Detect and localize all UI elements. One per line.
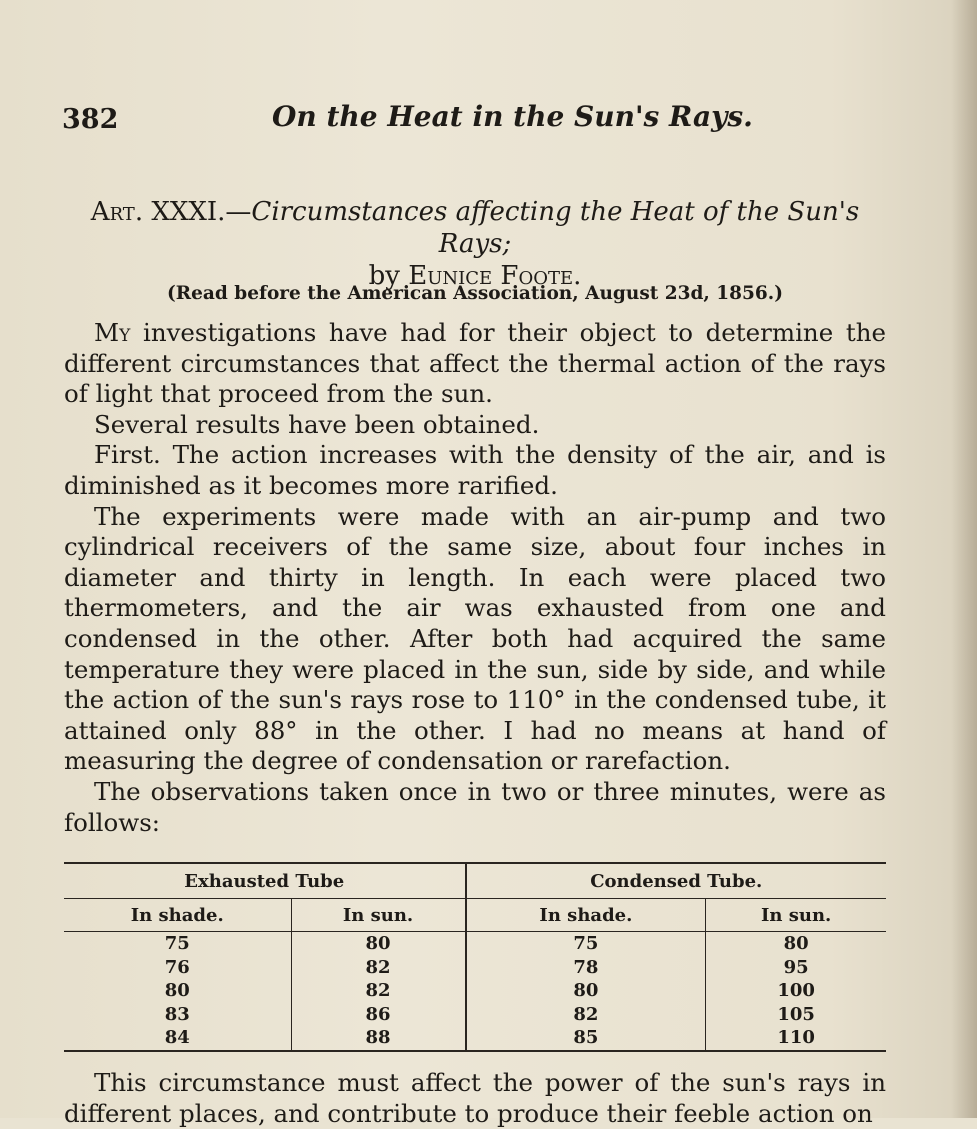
table-row — [64, 956, 886, 980]
table-cell: 82 — [466, 1003, 706, 1027]
running-title: On the Heat in the Sun's Rays. — [272, 100, 753, 133]
running-head — [62, 100, 902, 140]
table-row — [64, 1026, 886, 1051]
table-cell: 86 — [291, 1003, 466, 1027]
article-heading: Art. XXXI.—Circumstances affecting the Heat of the Sun's Rays; by Eunice Foote. — [90, 197, 860, 291]
page-edge-shadow — [951, 0, 977, 1118]
table-cell: 83 — [64, 1003, 291, 1027]
header-condensed-tube: Condensed Tube. — [466, 863, 886, 899]
header-condensed-sun: In sun. — [706, 899, 886, 932]
article-author: Eunice Foote. — [408, 261, 582, 291]
table-cell: 84 — [64, 1026, 291, 1051]
table-row — [64, 979, 886, 1003]
table-cell: 80 — [64, 979, 291, 1003]
article-title: Circumstances affecting the Heat of the Sun's Rays; — [251, 197, 860, 259]
byline-prefix: by — [368, 261, 409, 291]
paragraph-4: The experiments were made with an air-pump and two cylindrical receivers of the same size, about four inches in diameter and thirty in length. In each were placed two thermometers, and the air was exhausted from one and condensed in the other. After both had acquired the same temperature they were placed in the sun, side by side, and while the action of the sun's rays rose to 110° in the condensed tube, it attained only 88° in the other. I had no means at hand of measuring the degree of condensation or rarefaction. — [64, 501, 886, 776]
table-cell: 105 — [777, 1003, 815, 1025]
article-body-continued — [64, 1068, 886, 1129]
table-cell: 95 — [783, 956, 809, 978]
paragraph-3: First. The action increases with the density of the air, and is diminished as it becomes more rarified. — [64, 440, 886, 500]
table-cell: 82 — [291, 956, 466, 980]
paragraph-1-lead: My — [94, 318, 131, 347]
paragraph-6: This circumstance must affect the power of the sun's rays in different places, and contribute to produce their feeble action on — [64, 1068, 886, 1128]
table-row — [64, 1003, 886, 1027]
table-cell: 80 — [466, 979, 706, 1003]
header-condensed-shade: In shade. — [466, 899, 706, 932]
table-cell: 75 — [466, 932, 706, 956]
table-cell: 82 — [291, 979, 466, 1003]
header-exhausted-shade: In shade. — [64, 899, 291, 932]
read-note: (Read before the American Association, August 23d, 1856.) — [167, 283, 783, 304]
page-number: 382 — [62, 104, 119, 135]
observations-table — [64, 862, 886, 1052]
table-cell: 76 — [64, 956, 291, 980]
header-exhausted-sun: In sun. — [291, 899, 466, 932]
table-cell: 85 — [466, 1026, 706, 1051]
table-cell: 78 — [466, 956, 706, 980]
header-exhausted-tube: Exhausted Tube — [64, 863, 466, 899]
paragraph-5: The observations taken once in two or three minutes, were as follows: — [64, 776, 886, 837]
table-cell: 100 — [777, 980, 815, 1002]
table-row — [64, 932, 886, 956]
paragraph-1-text: investigations have had for their object to determine the different circumstances that affect the thermal action of the rays of light that proceed from the sun. — [64, 318, 886, 409]
table-cell: 80 — [291, 932, 466, 956]
paragraph-2: Several results have been obtained. — [94, 409, 540, 439]
article-number: Art. XXXI. — [90, 197, 226, 227]
table-cell: 110 — [777, 1027, 815, 1049]
paragraph-1 — [64, 318, 886, 410]
table-cell: 75 — [64, 932, 291, 956]
article-body — [64, 318, 886, 838]
table-cell: 88 — [291, 1026, 466, 1051]
table-cell: 80 — [783, 933, 809, 955]
